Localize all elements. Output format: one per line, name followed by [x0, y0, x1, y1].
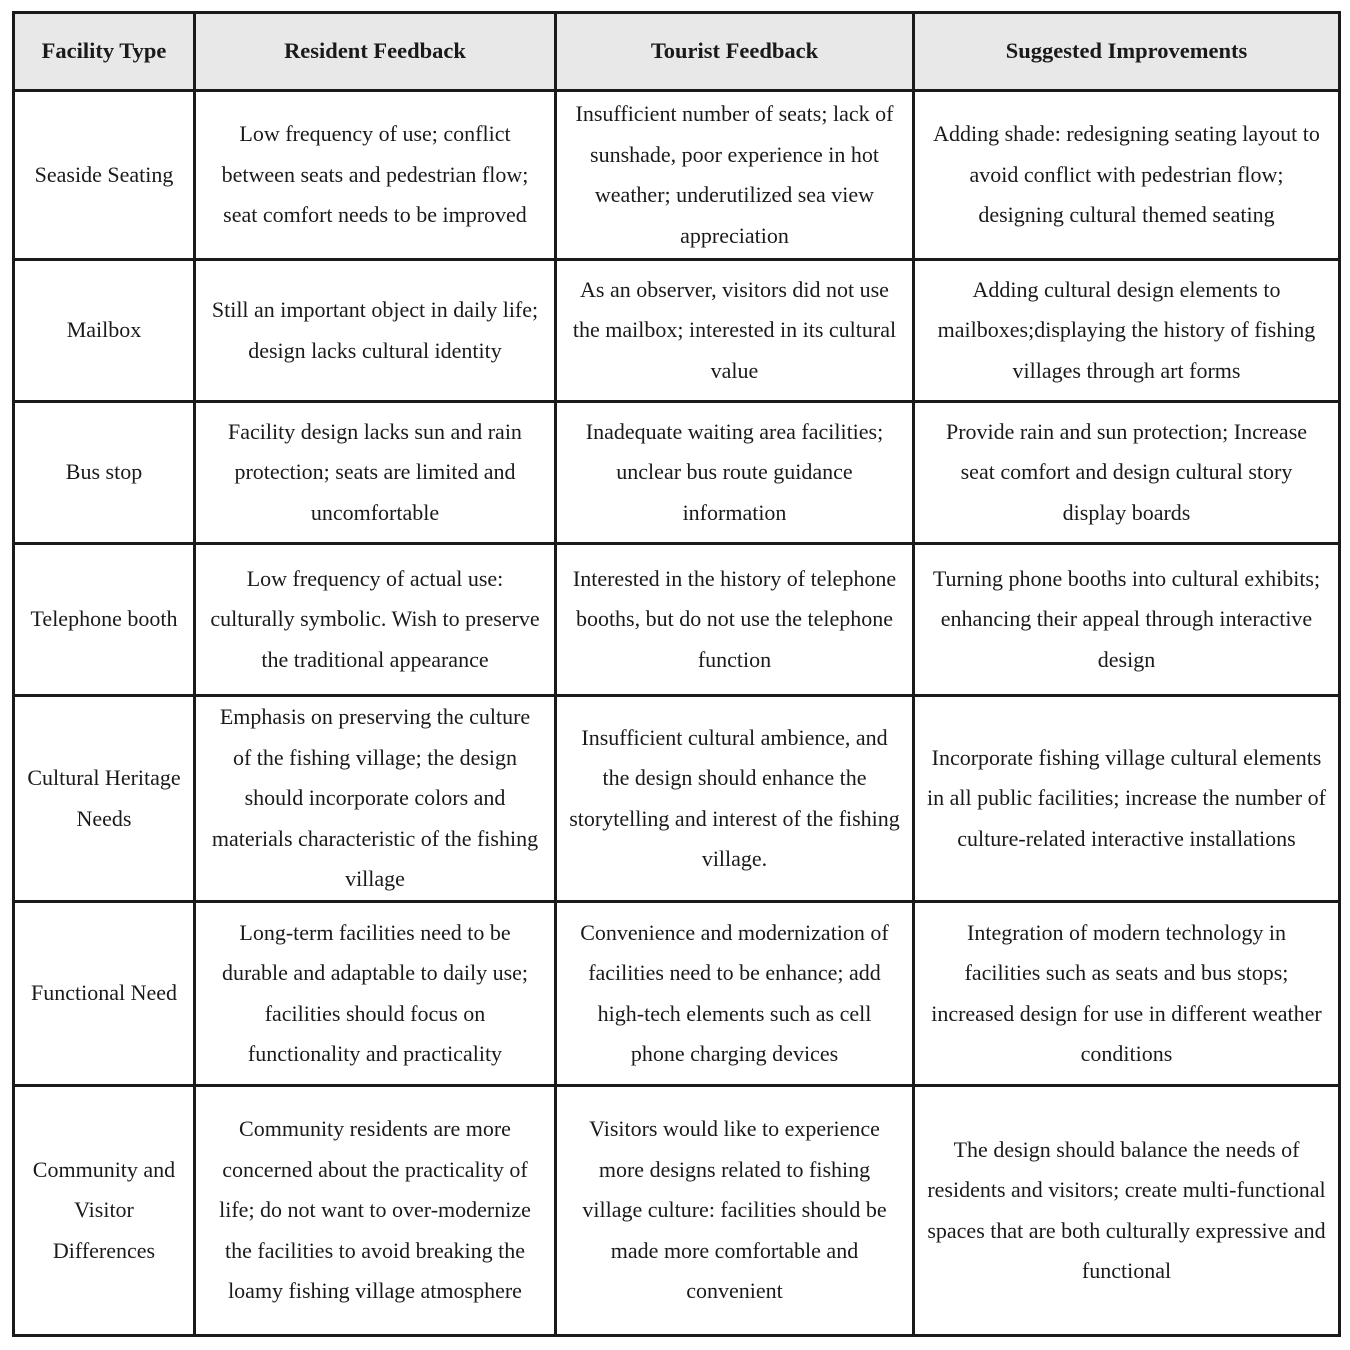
resident-feedback-cell: Low frequency of actual use: culturally symbolic. Wish to preserve the traditional appearance	[195, 544, 556, 696]
facility-cell: Functional Need	[14, 902, 195, 1086]
table-row	[14, 260, 1340, 402]
resident-feedback-cell: Low frequency of use; conflict between seats and pedestrian flow; seat comfort needs to be improved	[195, 91, 556, 260]
tourist-feedback-cell: As an observer, visitors did not use the mailbox; interested in its cultural value	[556, 260, 914, 402]
facility-cell: Mailbox	[14, 260, 195, 402]
table-row	[14, 544, 1340, 696]
tourist-feedback-cell: Interested in the history of telephone booths, but do not use the telephone function	[556, 544, 914, 696]
header-suggested-improvements: Suggested Improvements	[914, 13, 1340, 91]
table-row	[14, 402, 1340, 544]
facility-cell: Seaside Seating	[14, 91, 195, 260]
header-facility-type: Facility Type	[14, 13, 195, 91]
table-row	[14, 1086, 1340, 1336]
facility-cell: Telephone booth	[14, 544, 195, 696]
improvements-cell: The design should balance the needs of residents and visitors; create multi-functional spaces that are both culturally expressive and functional	[914, 1086, 1340, 1336]
header-tourist-feedback: Tourist Feedback	[556, 13, 914, 91]
tourist-feedback-cell: Insufficient cultural ambience, and the design should enhance the storytelling and interest of the fishing village.	[556, 696, 914, 902]
tourist-feedback-cell: Inadequate waiting area facilities; unclear bus route guidance information	[556, 402, 914, 544]
facility-cell: Bus stop	[14, 402, 195, 544]
improvements-cell: Incorporate fishing village cultural elements in all public facilities; increase the number of culture-related interactive installations	[914, 696, 1340, 902]
table-row	[14, 91, 1340, 260]
improvements-cell: Integration of modern technology in facilities such as seats and bus stops; increased design for use in different weather conditions	[914, 902, 1340, 1086]
improvements-cell: Adding shade: redesigning seating layout to avoid conflict with pedestrian flow; designing cultural themed seating	[914, 91, 1340, 260]
header-resident-feedback: Resident Feedback	[195, 13, 556, 91]
facility-cell: Community and Visitor Differences	[14, 1086, 195, 1336]
resident-feedback-cell: Long-term facilities need to be durable and adaptable to daily use; facilities should focus on functionality and practicality	[195, 902, 556, 1086]
table-row	[14, 696, 1340, 902]
improvements-cell: Turning phone booths into cultural exhibits; enhancing their appeal through interactive design	[914, 544, 1340, 696]
header-row	[14, 13, 1340, 91]
tourist-feedback-cell: Convenience and modernization of facilities need to be enhance; add high-tech elements such as cell phone charging devices	[556, 902, 914, 1086]
resident-feedback-cell: Facility design lacks sun and rain protection; seats are limited and uncomfortable	[195, 402, 556, 544]
facility-cell: Cultural Heritage Needs	[14, 696, 195, 902]
resident-feedback-cell: Community residents are more concerned about the practicality of life; do not want to over-modernize the facilities to avoid breaking the loamy fishing village atmosphere	[195, 1086, 556, 1336]
tourist-feedback-cell: Insufficient number of seats; lack of sunshade, poor experience in hot weather; underutilized sea view appreciation	[556, 91, 914, 260]
tourist-feedback-cell: Visitors would like to experience more designs related to fishing village culture: facilities should be made more comfortable and convenient	[556, 1086, 914, 1336]
improvements-cell: Provide rain and sun protection; Increase seat comfort and design cultural story display boards	[914, 402, 1340, 544]
table-row	[14, 902, 1340, 1086]
resident-feedback-cell: Still an important object in daily life; design lacks cultural identity	[195, 260, 556, 402]
improvements-cell: Adding cultural design elements to mailboxes;displaying the history of fishing villages through art forms	[914, 260, 1340, 402]
resident-feedback-cell: Emphasis on preserving the culture of the fishing village; the design should incorporate colors and materials characteristic of the fishing village	[195, 696, 556, 902]
feedback-table	[12, 11, 1341, 1337]
